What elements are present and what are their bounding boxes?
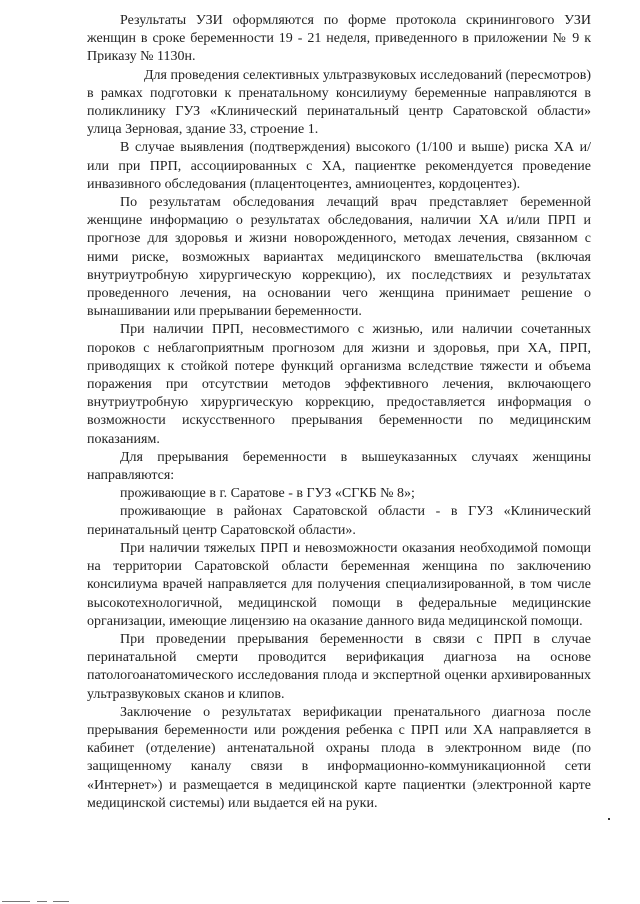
paragraph-doctor-information: По результатам обследования лечащий врач представляет беременной женщине информацию о результатах обследования, наличии ХА и/или ПРП и прогнозе для здоровья и жизни новорожденного, методах лечения, связанном с ними риске, возможных вариантах медицинского вмешательства (включая внутриутробную хирургическую коррекцию), их последствиях и результатах проведенного лечения, на основании чего женщина принимает решение о вынашивании или прерывании беременности.: [87, 195, 591, 320]
paragraph-saratov-city: проживающие в г. Саратове - в ГУЗ «СГКБ № 8»;: [120, 486, 415, 502]
paragraph-federal-referral: При наличии тяжелых ПРП и невозможности оказания необходимой помощи на территории Саратовской области беременная женщина по заключению консилиума врачей направляется для получения специализированной, в том числе высокотехнологичной, медицинской помощи в федеральные медицинские организации, имеющие лицензию на оказание данного вида медицинской помощи.: [87, 540, 591, 629]
scan-edge-artifact: [0, 899, 75, 904]
document-body: [87, 12, 591, 813]
paragraph-termination-information: При наличии ПРП, несовместимого с жизнью, или наличии сочетанных пороков с неблагоприятным прогнозом для жизни и здоровья, при ХА, ПРП, приводящих к стойкой потере функций организма вследствие тяжести и объема поражения при отсутствии методов эффективного лечения, включающего внутриутробную хирургическую коррекцию, предоставляется информация о возможности искусственного прерывания беременности по медицинским показаниям.: [87, 322, 591, 447]
paragraph-invasive-examination: В случае выявления (подтверждения) высокого (1/100 и выше) риска ХА и/или при ПРП, ассоциированных с ХА, пациентке рекомендуется проведение инвазивного обследования (плацентоцентез, амниоцентез, кордоцентез).: [87, 140, 591, 192]
scan-dot: [608, 818, 610, 820]
paragraph-saratov-region: проживающие в районах Саратовской области - в ГУЗ «Клинический перинатальный центр Саратовской области».: [87, 504, 591, 538]
paragraph-selective-uzi: Для проведения селективных ультразвуковых исследований (пересмотров) в рамках подготовки к пренатальному консилиуму беременные направляются в поликлинику ГУЗ «Клинический перинатальный центр Саратовской области» улица Зерновая, здание 33, строение 1.: [87, 67, 591, 138]
paragraph-verification-conclusion: Заключение о результатах верификации пренатального диагноза после прерывания беременности или рождения ребенка с ПРП или ХА направляется в кабинет (отделение) антенатальной охраны плода в электронном виде (по защищенному каналу связи в информационно-коммуникационной сети «Интернет») и размещается в медицинской карте пациентки (электронной карте медицинской системы) или выдается ей на руки.: [87, 704, 591, 811]
paragraph-uzi-protocol: Результаты УЗИ оформляются по форме протокола скринингового УЗИ женщин в сроке беременности 19 - 21 неделя, приведенного в приложении № 9 к Приказу № 1130н.: [87, 13, 591, 65]
paragraph-termination-referral: Для прерывания беременности в вышеуказанных случаях женщины направляются:: [87, 449, 591, 484]
paragraph-diagnosis-verification: При проведении прерывания беременности в связи с ПРП в случае перинатальной смерти проводится верификация диагноза на основе патологоанатомического исследования плода и экспертной оценки архивированных ультразвуковых сканов и клипов.: [87, 631, 591, 702]
